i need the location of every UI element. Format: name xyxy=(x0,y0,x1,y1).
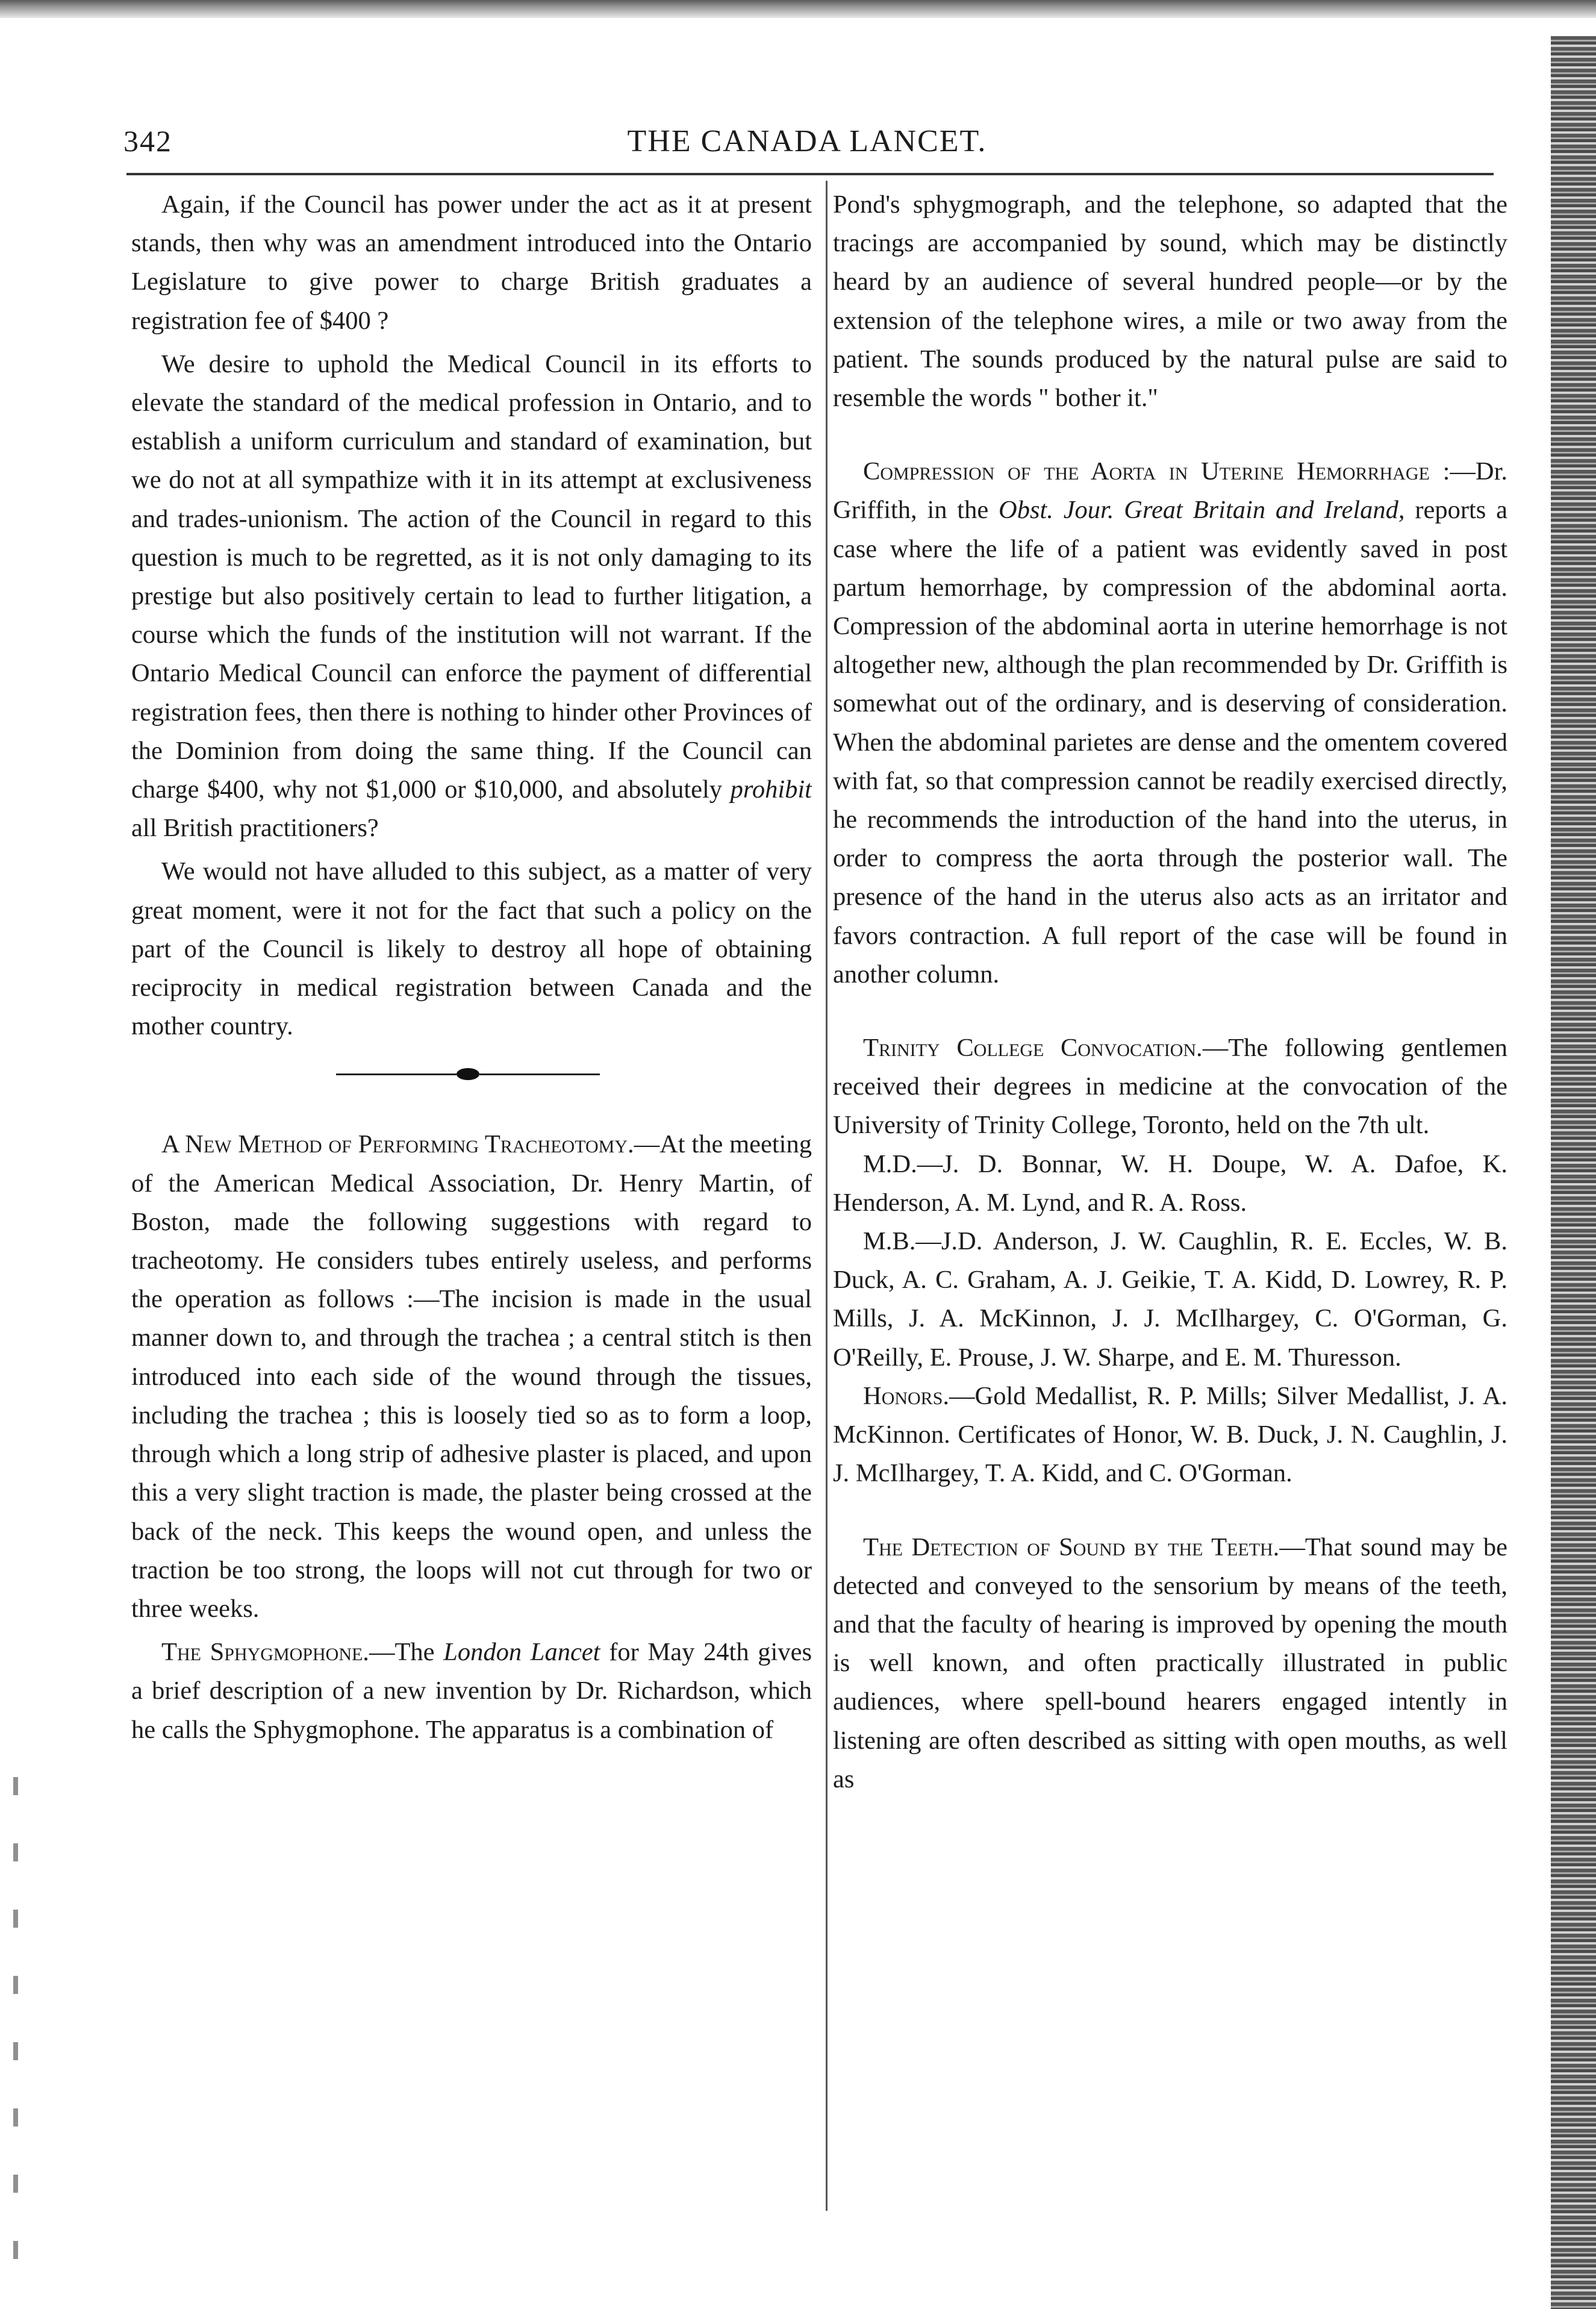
ornament-left-line xyxy=(336,1073,457,1075)
left-column xyxy=(131,186,812,2234)
teeth-heading: The Detection of Sound by the Teeth. xyxy=(863,1533,1280,1561)
ornament-dot xyxy=(457,1068,479,1080)
council-paragraph-3: We would not have alluded to this subject, as a matter of very great moment, were it not for the fact that such a policy on the part of the Council is likely to destroy all hope of obtaining reciprocity in medical registration between Canada and the mother country. xyxy=(131,857,812,1041)
honors-heading: Honors. xyxy=(863,1381,950,1410)
header-rule xyxy=(126,173,1494,175)
sphygmophone-heading: The Sphygmophone. xyxy=(161,1638,369,1667)
tracheotomy-body: —At the meeting of the American Medical Association, Dr. Henry Martin, of Boston, made the following suggestions with regard to tracheotomy. He considers tubes entirely useless, and performs the operation as follows :—The incision is made in the usual manner down to, and through the trachea ; a central stitch is then introduced into each side of the wound through the tissues, including the trachea ; this is loosely tied so as to form a loop, through which a long strip of adhesive plaster is placed, and upon this a very slight traction is made, the plaster being crossed at the back of the neck. This keeps the wound open, and unless the traction be too strong, the loops will not cut through for two or three weeks. xyxy=(131,1130,812,1623)
column-divider xyxy=(826,181,828,2211)
sphygmophone-article: The Sphygmophone.—The London Lancet for May 24th gives a brief description of a new invention by Dr. Richardson, which he calls the Sphygmophone. The apparatus is a combination of xyxy=(131,1638,812,1744)
council-paragraph-1: Again, if the Council has power under the act as it at present stands, then why was an amendment introduced into the Ontario Legislature to give power to charge British graduates a registration fee of $400 ? xyxy=(131,190,812,335)
teeth-article: The Detection of Sound by the Teeth.—That sound may be detected and conveyed to the sensorium by means of the teeth, and that the faculty of hearing is improved by opening the mouth is well known, and often practically illustrated in public audiences, where spell-bound hearers engaged intently in listening are often described as sitting with open mouths, as well as xyxy=(833,1533,1507,1793)
running-title: THE CANADA LANCET. xyxy=(627,124,987,158)
trinity-heading: Trinity College Convocation. xyxy=(863,1034,1203,1063)
council-paragraph-2: We desire to uphold the Medical Council in its efforts to elevate the standard of the medical profession in Ontario, and to establish a uniform curriculum and standard of examination, but we do not at all sympathize with it in its attempt at exclusiveness and trades-unionism. The action of the Council in regard to this question is much to be regretted, as it is not only damaging to its prestige but also positively certain to lead to further litigation, a course which the funds of the institution will not warrant. If the Ontario Medical Council can enforce the payment of differential registration fees, then there is nothing to hinder other Provinces of the Dominion from doing the same thing. If the Council can charge $400, why not $1,000 or $10,000, and absolutely prohibit all British practitioners? xyxy=(131,349,812,843)
section-ornament xyxy=(131,1051,812,1099)
italic-prohibit: prohibit xyxy=(730,775,812,804)
honors-paragraph: Honors.—Gold Medallist, R. P. Mills; Silver Medallist, J. A. McKinnon. Certificates of Honor, W. B. Duck, J. N. Caughlin, J. J. McIlhargey, T. A. Kidd, and C. O'Gorman. xyxy=(833,1381,1507,1488)
italic-london-lancet: London Lancet xyxy=(443,1638,600,1667)
italic-obst-journal: Obst. Jour. Great Britain and Ireland, xyxy=(999,496,1405,525)
page-header xyxy=(123,123,1491,172)
page-number: 342 xyxy=(123,124,172,158)
aorta-article: Compression of the Aorta in Uterine Hemorrhage :—Dr. Griffith, in the Obst. Jour. Great Britain and Ireland, reports a case where the life of a patient was evidently saved in post partum hemorrhage, by compression of the abdominal aorta. Compression of the abdominal aorta in uterine hemorrhage is not altogether new, although the plan recommended by Dr. Griffith is somewhat out of the ordinary, and is deserving of consideration. When the abdominal parietes are dense and the omentem covered with fat, so that compression cannot be readily exercised directly, he recommends the introduction of the hand into the uterus, in order to compress the aorta through the posterior wall. The presence of the hand in the uterus also acts as an irritator and favors contraction. A full report of the case will be found in another column. xyxy=(833,457,1507,989)
trinity-article: Trinity College Convocation.—The following gentlemen received their degrees in medicine at the convocation of the University of Trinity College, Toronto, held on the 7th ult. xyxy=(833,1034,1507,1140)
aorta-heading: Compression of the Aorta in Uterine Hemorrhage xyxy=(863,457,1430,486)
sphygmophone-continued: Pond's sphygmograph, and the telephone, so adapted that the tracings are accompanied by sound, which may be distinctly heard by an audience of several hundred people—or by the extension of the telephone wires, a mile or two away from the patient. The sounds produced by the natural pulse are said to resemble the words " bother it." xyxy=(833,190,1507,413)
tracheotomy-article xyxy=(131,1125,812,1628)
right-column xyxy=(833,186,1507,2234)
scan-binding-edge xyxy=(1551,36,1596,2309)
tracheotomy-heading: A New Method of Performing Tracheotomy. xyxy=(161,1130,634,1159)
ornament-right-line xyxy=(479,1073,600,1075)
scan-margin-marks xyxy=(13,1777,18,2295)
mb-graduates: M.B.—J.D. Anderson, J. W. Caughlin, R. E. Eccles, W. B. Duck, A. C. Graham, A. J. Geikie, T. A. Kidd, D. Lowrey, R. P. Mills, J. A. McKinnon, J. J. McIlhargey, C. O'Gorman, G. O'Reilly, E. Prouse, J. W. Sharpe, and E. M. Thuresson. xyxy=(833,1227,1507,1372)
md-graduates: M.D.—J. D. Bonnar, W. H. Doupe, W. A. Dafoe, K. Henderson, A. M. Lynd, and R. A. Ross. xyxy=(833,1149,1507,1217)
scan-top-edge xyxy=(0,0,1596,18)
